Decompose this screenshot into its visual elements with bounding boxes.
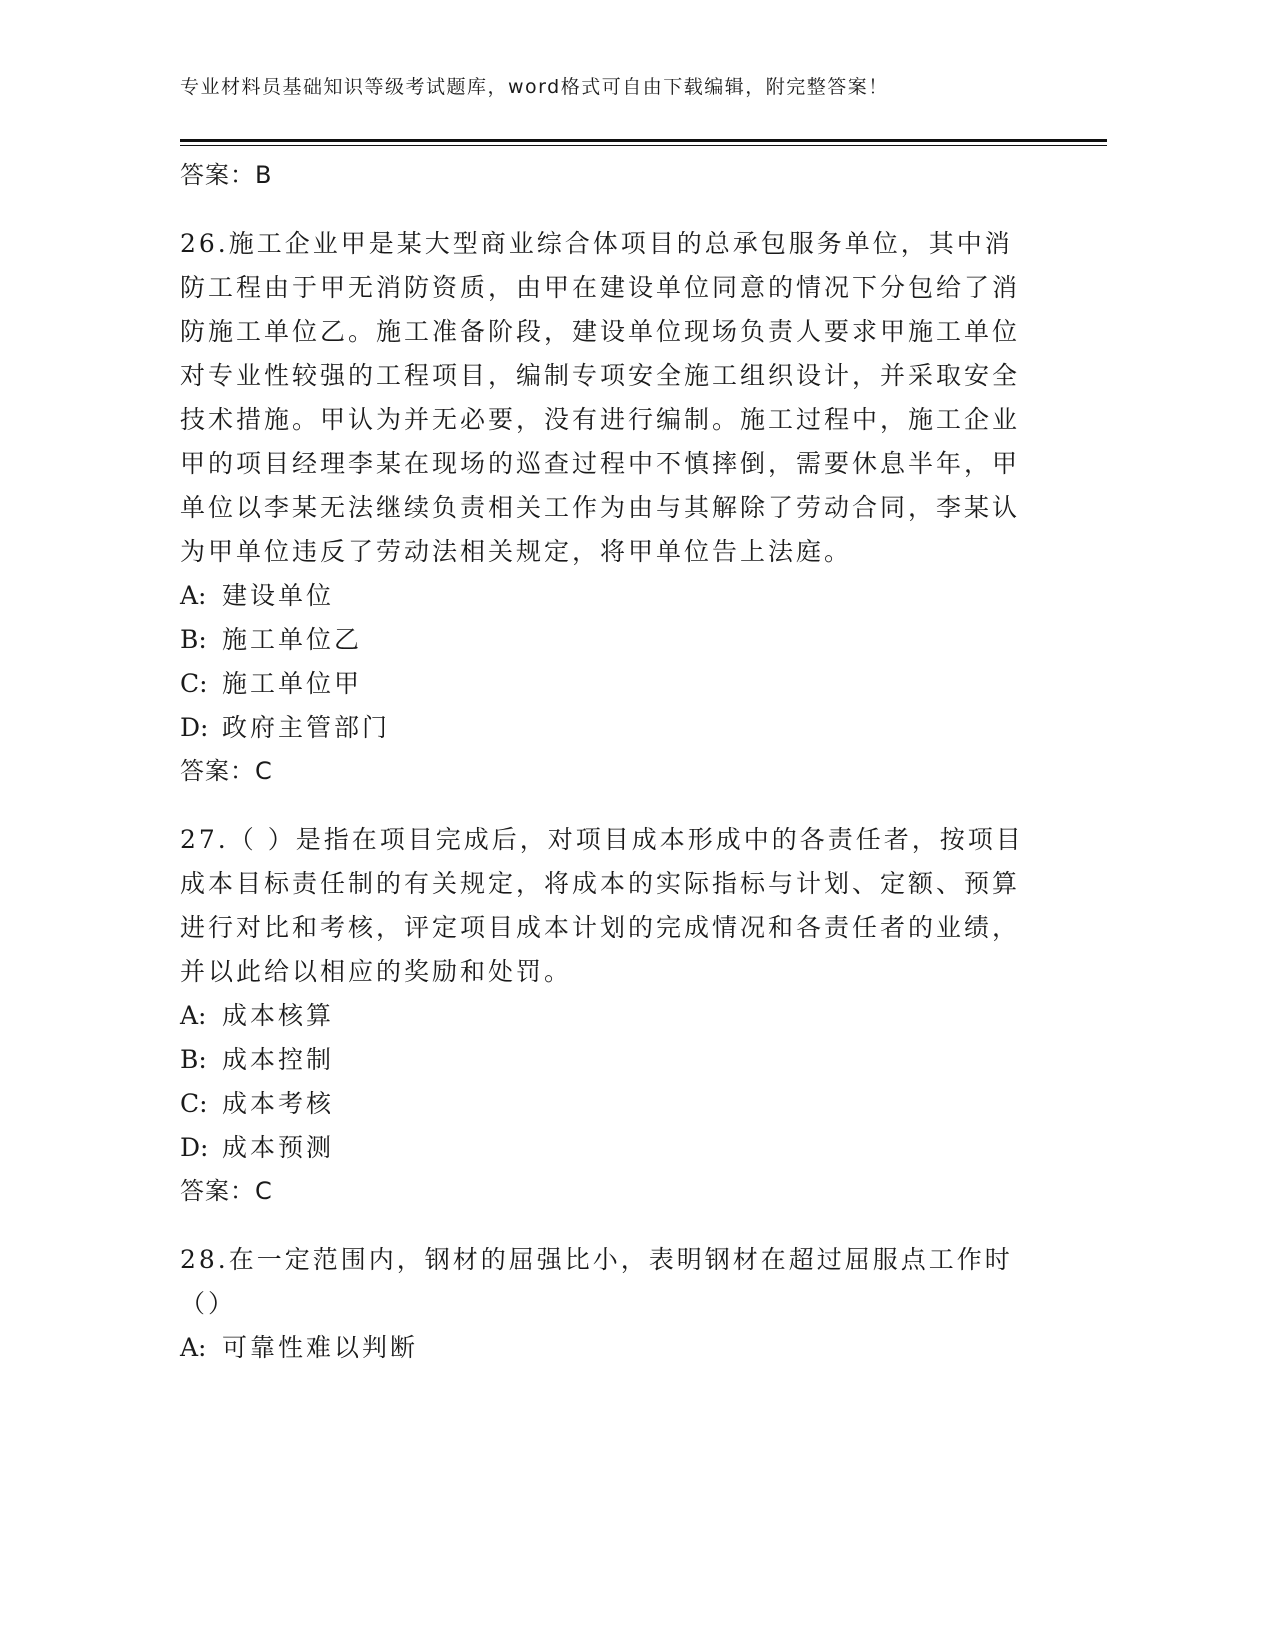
page-header: 专业材料员基础知识等级考试题库，word格式可自由下载编辑，附完整答案！ — [180, 76, 889, 98]
option-letter: A: — [180, 581, 207, 610]
option-c — [180, 1082, 1040, 1126]
option-letter: B: — [180, 1045, 207, 1074]
option-c — [180, 662, 1040, 706]
option-letter: C: — [180, 669, 208, 698]
option-letter: D: — [180, 1133, 209, 1162]
option-text: 施工单位甲 — [222, 669, 363, 698]
question-26 — [180, 222, 1040, 792]
option-text: 成本考核 — [222, 1089, 335, 1118]
question-28 — [180, 1238, 1040, 1370]
option-d — [180, 706, 1040, 750]
option-b — [180, 618, 1040, 662]
option-a — [180, 1326, 1040, 1370]
option-text: 成本核算 — [222, 1001, 335, 1030]
option-d — [180, 1126, 1040, 1170]
question-stem: 27.（ ）是指在项目完成后，对项目成本形成中的各责任者，按项目成本目标责任制的有关规定，将成本的实际指标与计划、定额、预算进行对比和考核，评定项目成本计划的完成情况和各责任者的业绩，并以此给以相应的奖励和处罚。 — [180, 825, 1024, 986]
option-letter: A: — [180, 1333, 207, 1362]
question-stem: 28.在一定范围内，钢材的屈强比小，表明钢材在超过屈服点工作时（） — [180, 1245, 1013, 1318]
question-27 — [180, 818, 1040, 1212]
answer-line: 答案：C — [180, 757, 273, 785]
option-a — [180, 994, 1040, 1038]
option-text: 政府主管部门 — [222, 713, 391, 742]
document-body — [180, 154, 1040, 1370]
option-a — [180, 574, 1040, 618]
option-text: 成本预测 — [222, 1133, 335, 1162]
option-b — [180, 1038, 1040, 1082]
header-rule-thin — [180, 145, 1107, 146]
option-text: 成本控制 — [222, 1045, 335, 1074]
option-text: 建设单位 — [222, 581, 335, 610]
option-text: 可靠性难以判断 — [222, 1333, 419, 1362]
option-letter: A: — [180, 1001, 207, 1030]
option-text: 施工单位乙 — [222, 625, 363, 654]
answer-line: 答案：B — [180, 161, 273, 189]
question-stem: 26.施工企业甲是某大型商业综合体项目的总承包服务单位，其中消防工程由于甲无消防资质，由甲在建设单位同意的情况下分包给了消防施工单位乙。施工准备阶段，建设单位现场负责人要求甲施工单位对专业性较强的工程项目，编制专项安全施工组织设计，并采取安全技术措施。甲认为并无必要，没有进行编制。施工过程中，施工企业甲的项目经理李某在现场的巡查过程中不慎摔倒，需要休息半年，甲单位以李某无法继续负责相关工作为由与其解除了劳动合同，李某认为甲单位违反了劳动法相关规定，将甲单位告上法庭。 — [180, 229, 1021, 566]
option-letter: C: — [180, 1089, 208, 1118]
answer-line: 答案：C — [180, 1177, 273, 1205]
option-letter: D: — [180, 713, 209, 742]
option-letter: B: — [180, 625, 207, 654]
header-rule-thick — [180, 139, 1107, 142]
